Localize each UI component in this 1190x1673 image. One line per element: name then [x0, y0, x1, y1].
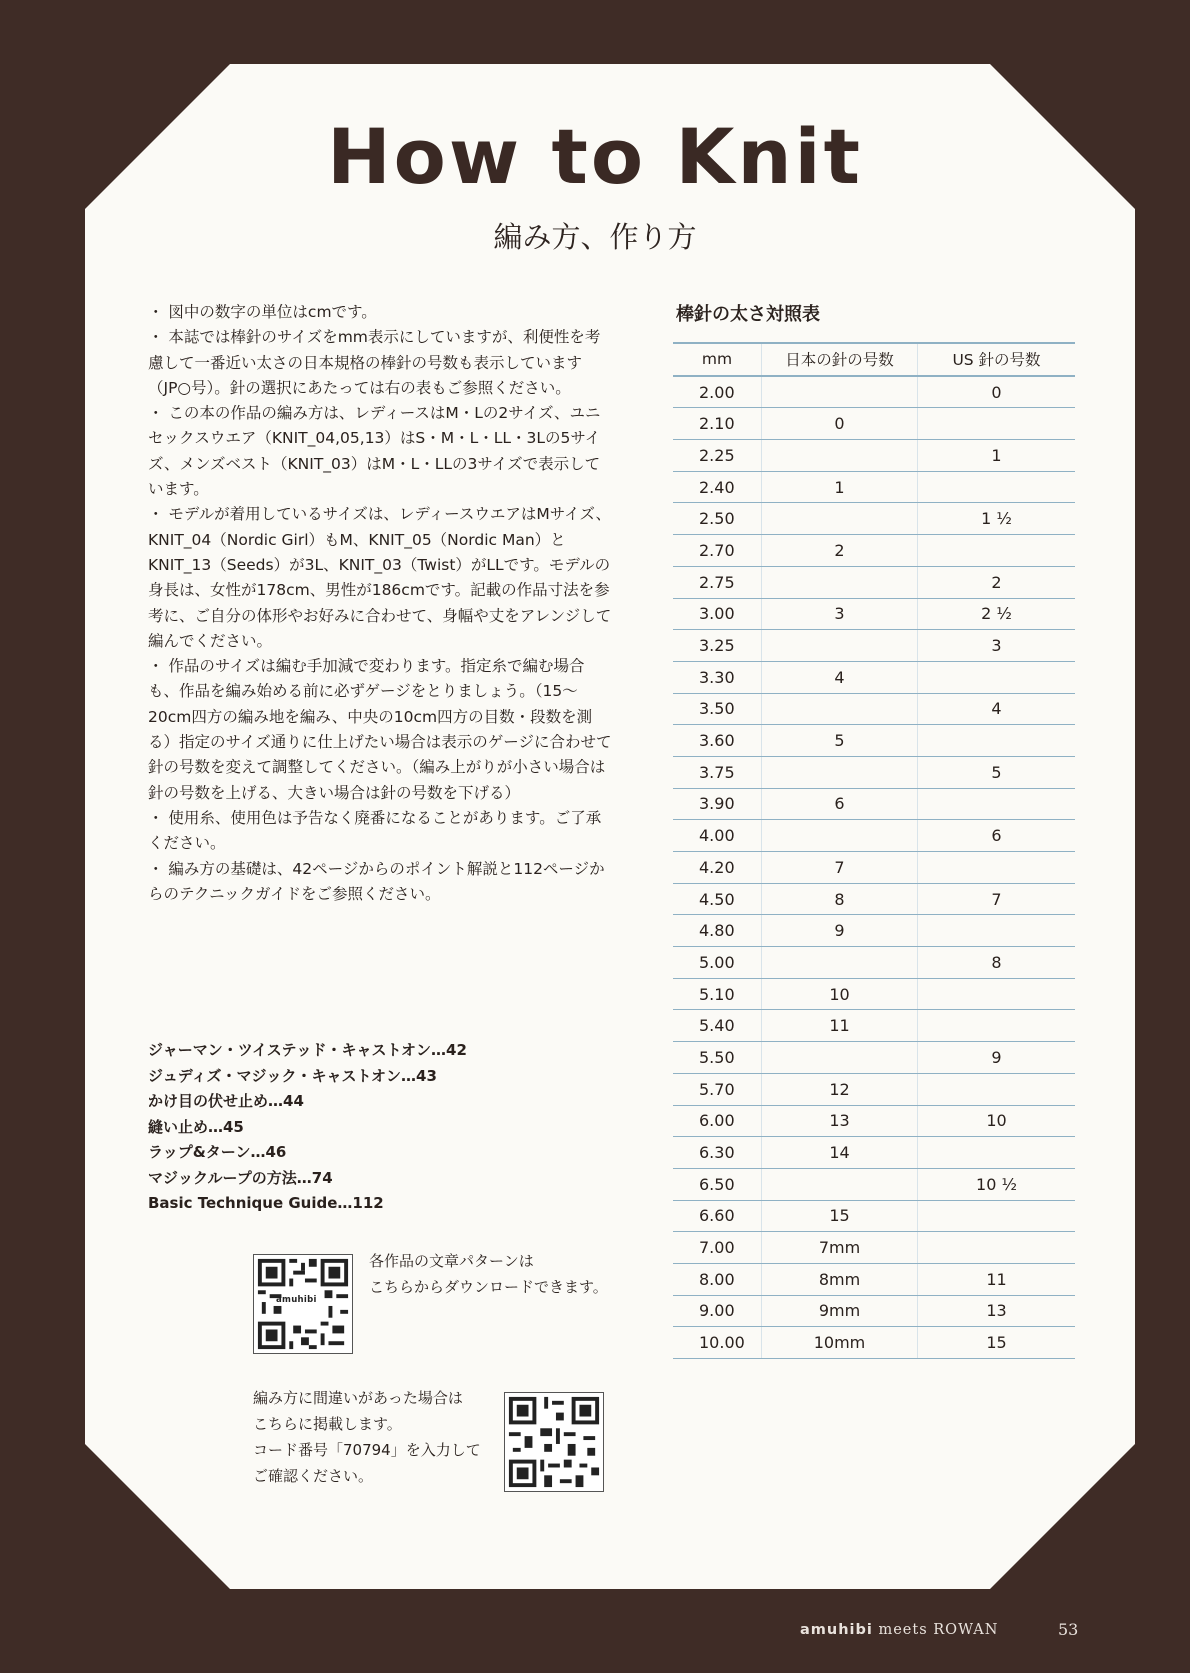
us-size-cell: 8: [918, 947, 1076, 979]
japanese-size-cell: 15: [762, 1200, 918, 1232]
size-mm-cell: 4.00: [673, 820, 762, 852]
size-mm-cell: 4.80: [673, 915, 762, 947]
table-row: [673, 947, 1075, 979]
japanese-size-cell: 12: [762, 1073, 918, 1105]
table-row: [673, 756, 1075, 788]
size-mm-cell: 10.00: [673, 1327, 762, 1359]
table-row: [673, 883, 1075, 915]
japanese-size-cell: [762, 1042, 918, 1074]
size-mm-cell: 4.20: [673, 852, 762, 884]
size-mm-cell: 2.10: [673, 408, 762, 440]
us-size-cell: 1: [918, 440, 1076, 472]
table-row: [673, 1295, 1075, 1327]
us-size-cell: [918, 978, 1076, 1010]
table-row: [673, 661, 1075, 693]
table-row: [673, 1327, 1075, 1359]
needle-table-title: 棒針の太さ対照表: [676, 304, 820, 325]
size-mm-cell: 9.00: [673, 1295, 762, 1327]
size-mm-cell: 2.00: [673, 376, 762, 408]
japanese-size-cell: 0: [762, 408, 918, 440]
table-row: [673, 725, 1075, 757]
japanese-size-cell: [762, 566, 918, 598]
size-mm-cell: 5.00: [673, 947, 762, 979]
table-row: [673, 788, 1075, 820]
japanese-size-cell: 9mm: [762, 1295, 918, 1327]
japanese-size-cell: 14: [762, 1137, 918, 1169]
table-row: [673, 915, 1075, 947]
qr-brand-label: amuhibi: [276, 1295, 317, 1305]
size-mm-cell: 6.50: [673, 1168, 762, 1200]
table-row: [673, 978, 1075, 1010]
us-size-cell: [918, 788, 1076, 820]
us-size-cell: 10 ½: [918, 1168, 1076, 1200]
size-mm-cell: 3.90: [673, 788, 762, 820]
us-size-cell: [918, 1137, 1076, 1169]
errata-caption-line: 編み方に間違いがあった場合は: [253, 1389, 463, 1407]
us-size-cell: [918, 1200, 1076, 1232]
japanese-size-cell: 3: [762, 598, 918, 630]
table-row: [673, 566, 1075, 598]
japanese-size-cell: [762, 756, 918, 788]
us-size-cell: 13: [918, 1295, 1076, 1327]
table-row: [673, 1200, 1075, 1232]
size-mm-cell: 6.60: [673, 1200, 762, 1232]
download-qr-code[interactable]: [253, 1254, 353, 1354]
page-title: How to Knit: [327, 112, 863, 201]
us-size-cell: [918, 535, 1076, 567]
size-mm-cell: 6.30: [673, 1137, 762, 1169]
page-number: 53: [1058, 1620, 1079, 1639]
download-caption-line: こちらからダウンロードできます。: [369, 1278, 608, 1296]
size-mm-cell: 7.00: [673, 1232, 762, 1264]
note-item: ・ 図中の数字の単位はcmです。: [148, 303, 377, 321]
us-size-cell: 0: [918, 376, 1076, 408]
table-row: [673, 535, 1075, 567]
table-row: [673, 1168, 1075, 1200]
us-size-cell: [918, 725, 1076, 757]
technique-index: [148, 1038, 467, 1217]
size-mm-cell: 5.10: [673, 978, 762, 1010]
technique-index-item: かけ目の伏せ止め…44: [148, 1092, 304, 1110]
table-row: [673, 1073, 1075, 1105]
size-mm-cell: 6.00: [673, 1105, 762, 1137]
table-row: [673, 503, 1075, 535]
technique-index-item: Basic Technique Guide…112: [148, 1194, 384, 1212]
us-size-cell: 4: [918, 693, 1076, 725]
column-header-us: US 針の号数: [918, 343, 1076, 376]
us-size-cell: [918, 471, 1076, 503]
japanese-size-cell: [762, 440, 918, 472]
download-caption-line: 各作品の文章パターンは: [369, 1252, 534, 1270]
size-mm-cell: 2.75: [673, 566, 762, 598]
footer-brand: [800, 1622, 998, 1638]
notes-list: [148, 300, 614, 907]
table-row: [673, 1105, 1075, 1137]
size-mm-cell: 3.30: [673, 661, 762, 693]
table-row: [673, 693, 1075, 725]
us-size-cell: 5: [918, 756, 1076, 788]
japanese-size-cell: 4: [762, 661, 918, 693]
size-mm-cell: 3.50: [673, 693, 762, 725]
table-row: [673, 1137, 1075, 1169]
table-body: [673, 376, 1075, 1359]
column-header-mm: mm: [673, 343, 762, 376]
japanese-size-cell: 8: [762, 883, 918, 915]
size-mm-cell: 2.50: [673, 503, 762, 535]
size-mm-cell: 3.25: [673, 630, 762, 662]
japanese-size-cell: 13: [762, 1105, 918, 1137]
technique-index-item: マジックループの方法…74: [148, 1168, 333, 1187]
us-size-cell: [918, 1010, 1076, 1042]
us-size-cell: [918, 1073, 1076, 1105]
table-row: [673, 1042, 1075, 1074]
size-mm-cell: 3.75: [673, 756, 762, 788]
us-size-cell: 1 ½: [918, 503, 1076, 535]
table-row: [673, 598, 1075, 630]
us-size-cell: 9: [918, 1042, 1076, 1074]
japanese-size-cell: 6: [762, 788, 918, 820]
download-caption: [369, 1248, 608, 1300]
japanese-size-cell: 1: [762, 471, 918, 503]
size-mm-cell: 5.40: [673, 1010, 762, 1042]
errata-caption: [253, 1385, 481, 1489]
japanese-size-cell: 8mm: [762, 1263, 918, 1295]
size-mm-cell: 4.50: [673, 883, 762, 915]
note-item: ・ 作品のサイズは編む手加減で変わります。指定糸で編む場合も、作品を編み始める前に必ずゲージをとりましょう。（15～20cm四方の編み地を編み、中央の10cm四方の目数・段数を測る）指定のサイズ通りに仕上げたい場合は表示のゲージに合わせて針の号数を変えて調整してください。（編み上がりが小さい場合は針の号数を上げる、大きい場合は針の号数を下げる）: [148, 657, 612, 802]
us-size-cell: 15: [918, 1327, 1076, 1359]
note-item: ・ 使用糸、使用色は予告なく廃番になることがあります。ご了承ください。: [148, 808, 602, 853]
japanese-size-cell: 11: [762, 1010, 918, 1042]
table-row: [673, 630, 1075, 662]
table-row: [673, 408, 1075, 440]
japanese-size-cell: [762, 820, 918, 852]
note-item: ・ この本の作品の編み方は、レディースはM・Lの2サイズ、ユニセックスウエア（KNIT_04,05,13）はS・M・L・LL・3Lの5サイズ、メンズベスト（KNIT_03）はM・L・LLの3サイズで表示しています。: [148, 404, 601, 499]
us-size-cell: [918, 852, 1076, 884]
table-row: [673, 376, 1075, 408]
table-row: [673, 1232, 1075, 1264]
us-size-cell: 2: [918, 566, 1076, 598]
size-mm-cell: 2.40: [673, 471, 762, 503]
japanese-size-cell: 7mm: [762, 1232, 918, 1264]
japanese-size-cell: [762, 376, 918, 408]
needle-size-table: [673, 342, 1075, 1359]
note-item: ・ 編み方の基礎は、42ページからのポイント解説と112ページからのテクニックガイドをご参照ください。: [148, 859, 605, 903]
errata-qr-code[interactable]: [504, 1392, 604, 1492]
size-mm-cell: 2.25: [673, 440, 762, 472]
size-mm-cell: 8.00: [673, 1263, 762, 1295]
japanese-size-cell: 2: [762, 535, 918, 567]
technique-index-item: ジュディズ・マジック・キャストオン…43: [148, 1066, 437, 1085]
us-size-cell: [918, 1232, 1076, 1264]
errata-caption-line: ご確認ください。: [253, 1467, 374, 1485]
table-row: [673, 1010, 1075, 1042]
japanese-size-cell: [762, 503, 918, 535]
size-mm-cell: 5.70: [673, 1073, 762, 1105]
table-header-row: [673, 343, 1075, 376]
note-item: ・ 本誌では棒針のサイズをmm表示にしていますが、利便性を考慮して一番近い太さの日本規格の棒針の号数も表示しています（JP○号）。針の選択にあたっては右の表もご参照ください。: [148, 328, 601, 397]
table-row: [673, 820, 1075, 852]
us-size-cell: 10: [918, 1105, 1076, 1137]
japanese-size-cell: 9: [762, 915, 918, 947]
errata-caption-line: コード番号「70794」を入力して: [253, 1441, 481, 1459]
errata-caption-line: こちらに掲載します。: [253, 1415, 402, 1433]
technique-index-item: ラップ&ターン…46: [148, 1143, 287, 1161]
japanese-size-cell: [762, 947, 918, 979]
technique-index-item: ジャーマン・ツイステッド・キャストオン…42: [148, 1041, 467, 1059]
us-size-cell: 3: [918, 630, 1076, 662]
us-size-cell: 2 ½: [918, 598, 1076, 630]
size-mm-cell: 3.00: [673, 598, 762, 630]
us-size-cell: 11: [918, 1263, 1076, 1295]
footer-brand-suffix: meets ROWAN: [878, 1622, 999, 1638]
column-header-japanese: 日本の針の号数: [762, 343, 918, 376]
japanese-size-cell: [762, 630, 918, 662]
us-size-cell: [918, 915, 1076, 947]
size-mm-cell: 5.50: [673, 1042, 762, 1074]
page-subtitle: 編み方、作り方: [493, 220, 697, 254]
japanese-size-cell: 10mm: [762, 1327, 918, 1359]
note-item: ・ モデルが着用しているサイズは、レディースウエアはMサイズ、KNIT_04（Nordic Girl）もM、KNIT_05（Nordic Man）とKNIT_13（Seeds）が3L、KNIT_03（Twist）がLLです。モデルの身長は、女性が178cm、男性が186cmです。記載の作品寸法を参考に、ご自分の体形やお好みに合わせて、身幅や丈をアレンジして編んでください。: [148, 505, 612, 650]
japanese-size-cell: 10: [762, 978, 918, 1010]
qr-code-icon: [505, 1393, 603, 1491]
us-size-cell: 7: [918, 883, 1076, 915]
japanese-size-cell: 5: [762, 725, 918, 757]
table-row: [673, 471, 1075, 503]
technique-index-item: 縫い止め…45: [148, 1117, 244, 1136]
japanese-size-cell: [762, 693, 918, 725]
table-row: [673, 440, 1075, 472]
us-size-cell: [918, 408, 1076, 440]
size-mm-cell: 2.70: [673, 535, 762, 567]
us-size-cell: [918, 661, 1076, 693]
table-row: [673, 1263, 1075, 1295]
japanese-size-cell: 7: [762, 852, 918, 884]
table-row: [673, 852, 1075, 884]
size-mm-cell: 3.60: [673, 725, 762, 757]
footer-brand-name: amuhibi: [800, 1622, 873, 1638]
us-size-cell: 6: [918, 820, 1076, 852]
japanese-size-cell: [762, 1168, 918, 1200]
